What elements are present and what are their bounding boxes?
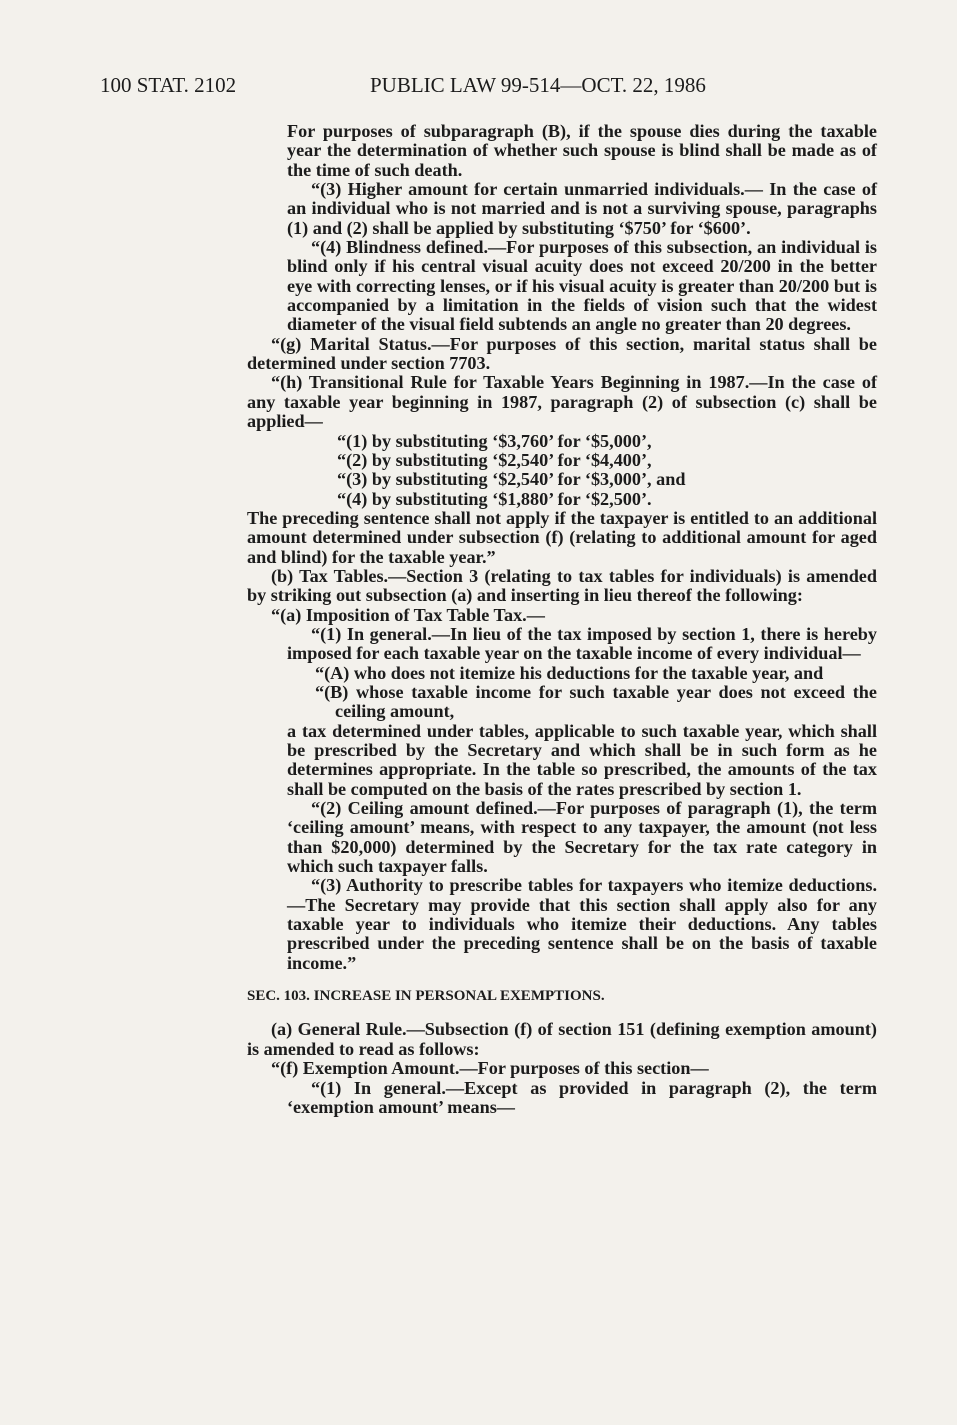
list-item: “(2) by substituting ‘$2,540’ for ‘$4,400’, [337,449,652,470]
list-item: “(B) whose taxable income for such taxable year does not exceed the ceiling amount, [315,681,877,722]
document-body [247,122,877,1117]
list-item: “(3) by substituting ‘$2,540’ for ‘$3,000’, and [337,469,686,490]
stat-citation: 100 STAT. 2102 [100,73,237,97]
paragraph: The preceding sentence shall not apply if the taxpayer is entitled to an additional amount determined under subsection (f) (relating to additional amount for aged and blind) for the taxable year.” [247,507,877,567]
paragraph-marital-status: “(g) Marital Status.—For purposes of this section, marital status shall be determined under section 7703. [247,333,877,374]
paragraph-exemption-amount: “(f) Exemption Amount.—For purposes of this section— [271,1058,709,1079]
paragraph: a tax determined under tables, applicable to such taxable year, which shall be prescribed by the Secretary and which shall be in such form as he determines appropriate. In the table so prescribed, the amounts of the tax shall be computed on the basis of the rates prescribed by section 1. [287,720,877,799]
paragraph-tax-tables: (b) Tax Tables.—Section 3 (relating to tax tables for individuals) is amended by striking out subsection (a) and inserting in lieu thereof the following: [247,565,877,606]
paragraph-in-general: “(1) In general.—In lieu of the tax imposed by section 1, there is hereby imposed for each taxable year on the taxable income of every individual— [287,623,877,664]
paragraph-higher-amount: “(3) Higher amount for certain unmarried individuals.— In the case of an individual who is not married and is not a surviving spouse, paragraphs (1) and (2) shall be applied by substituting ‘$750’ for ‘$600’. [287,179,877,238]
list-item: “(A) who does not itemize his deductions for the taxable year, and [315,662,824,683]
paragraph-authority: “(3) Authority to prescribe tables for taxpayers who itemize deductions.—The Secretary may provide that this section shall apply also for any taxable year to individuals who itemize their deductions. Any tables prescribed under the preceding sentence shall be on the basis of taxable income.” [287,875,877,973]
list-item: “(4) by substituting ‘$1,880’ for ‘$2,500’. [337,488,652,509]
paragraph-general-rule: (a) General Rule.—Subsection (f) of section 151 (defining exemption amount) is amended to read as follows: [247,1019,877,1059]
paragraph-ceiling-amount: “(2) Ceiling amount defined.—For purposes of paragraph (1), the term ‘ceiling amount’ means, with respect to any taxpayer, the amount (not less than $20,000) determined by the Secretary for the tax rate category in which such taxpayer falls. [287,798,877,877]
paragraph-transitional-rule: “(h) Transitional Rule for Taxable Years Beginning in 1987.—In the case of any taxable year beginning in 1987, paragraph (2) of subsection (c) shall be applied— [247,372,877,432]
public-law-title: PUBLIC LAW 99-514—OCT. 22, 1986 [370,73,706,97]
paragraph-imposition: “(a) Imposition of Tax Table Tax.— [271,604,545,625]
list-item: “(1) by substituting ‘$3,760’ for ‘$5,000’, [337,430,652,451]
paragraph: For purposes of subparagraph (B), if the spouse dies during the taxable year the determination of whether such spouse is blind shall be made as of the time of such death. [287,121,877,180]
section-heading: SEC. 103. INCREASE IN PERSONAL EXEMPTIONS. [247,988,605,1005]
paragraph-in-general: “(1) In general.—Except as provided in paragraph (2), the term ‘exemption amount’ means— [287,1077,877,1117]
paragraph-blindness-defined: “(4) Blindness defined.—For purposes of this subsection, an individual is blind only if his central visual acuity does not exceed 20/200 in the better eye with correcting lenses, or if his visual acuity is greater than 20/200 but is accompanied by a limitation in the fields of vision such that the widest diameter of the visual field subtends an angle no greater than 20 degrees. [287,237,877,335]
